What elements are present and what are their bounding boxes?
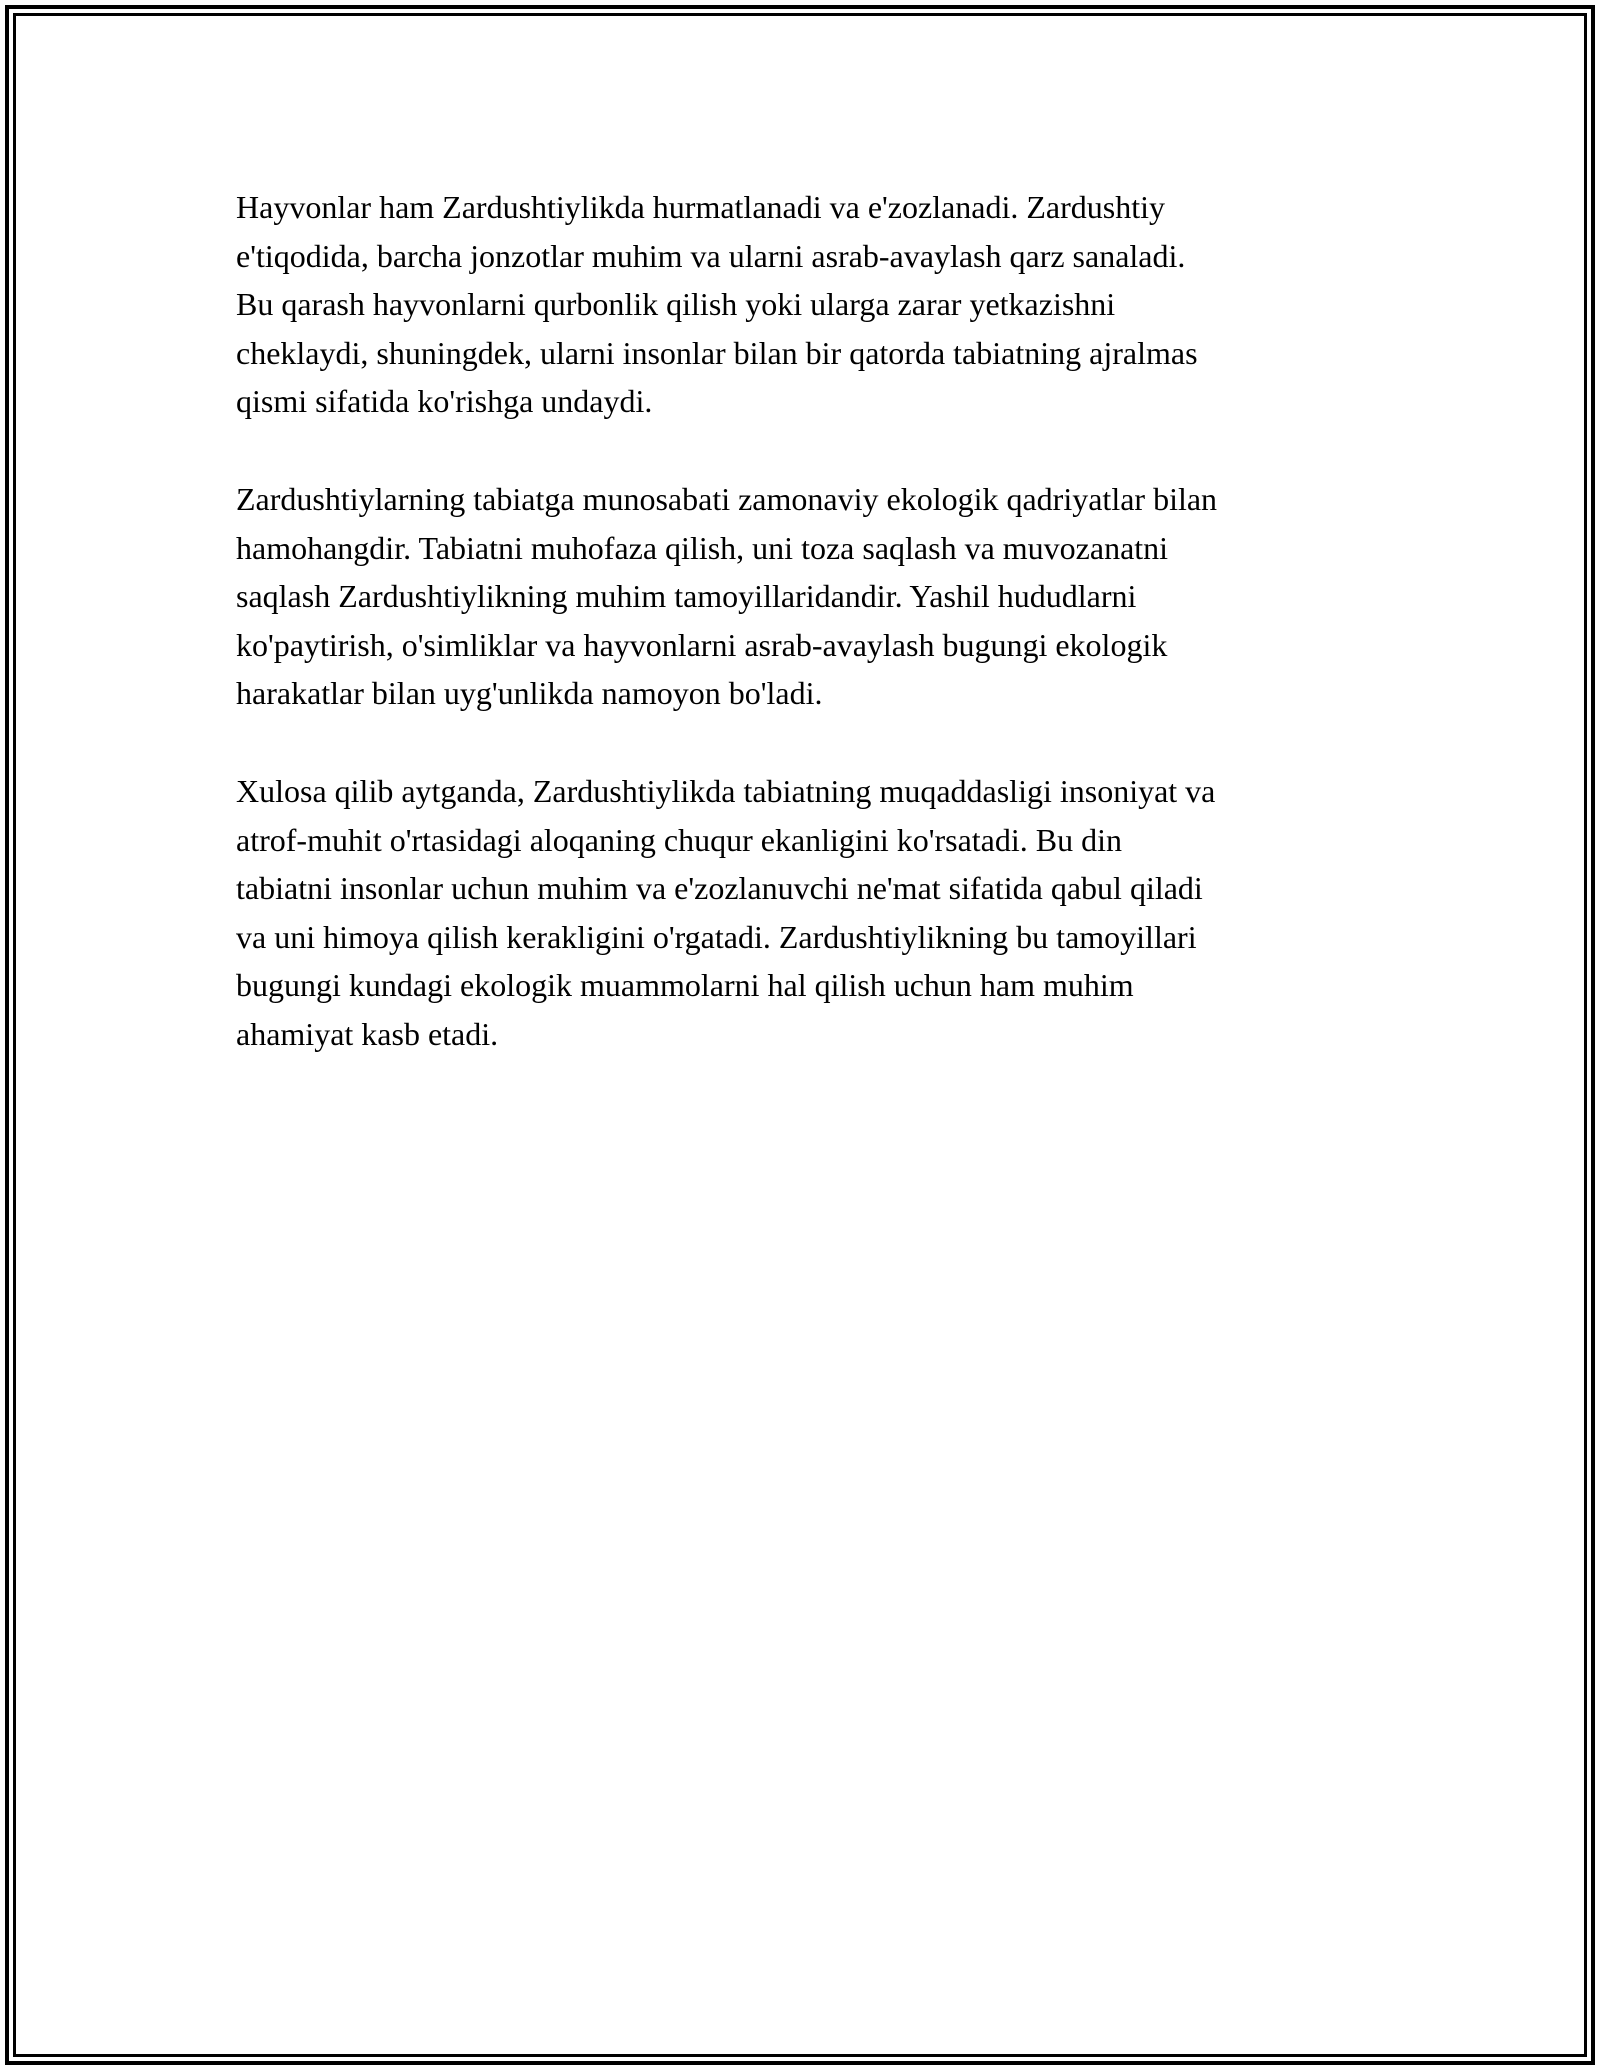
paragraph-animals: Hayvonlar ham Zardushtiylikda hurmatlanadi va e'zozlanadi. Zardushtiy e'tiqodida, barcha jonzotlar muhim va ularni asrab-avaylash qarz sanaladi. Bu qarash hayvonlarni qurbonlik qilish yoki ularga zarar yetkazishni cheklaydi, shuningdek, ularni insonlar bilan bir qatorda tabiatning ajralmas qismi sifatida ko'rishga undaydi.: [236, 189, 1198, 420]
paragraph-conclusion: Xulosa qilib aytganda, Zardushtiylikda tabiatning muqaddasligi insoniyat va atrof-muhit o'rtasidagi aloqaning chuqur ekanligini ko'rsatadi. Bu din tabiatni insonlar uchun muhim va e'zozlanuvchi ne'mat sifatida qabul qiladi va uni himoya qilish kerakligini o'rgatadi. Zardushtiylikning bu tamoyillari bugungi kundagi ekologik muammolarni hal qilish uchun ham muhim ahamiyat kasb etadi.: [236, 772, 1216, 1052]
document-body: [236, 183, 1376, 1108]
paragraph-ecology: Zardushtiylarning tabiatga munosabati zamonaviy ekologik qadriyatlar bilan hamohangdir. Tabiatni muhofaza qilish, uni toza saqlash va muvozanatni saqlash Zardushtiylikning muhim tamoyillaridandir. Yashil hududlarni ko'paytirish, o'simliklar va hayvonlarni asrab-avaylash bugungi ekologik harakatlar bilan uyg'unlikda namoyon bo'ladi.: [236, 480, 1218, 712]
